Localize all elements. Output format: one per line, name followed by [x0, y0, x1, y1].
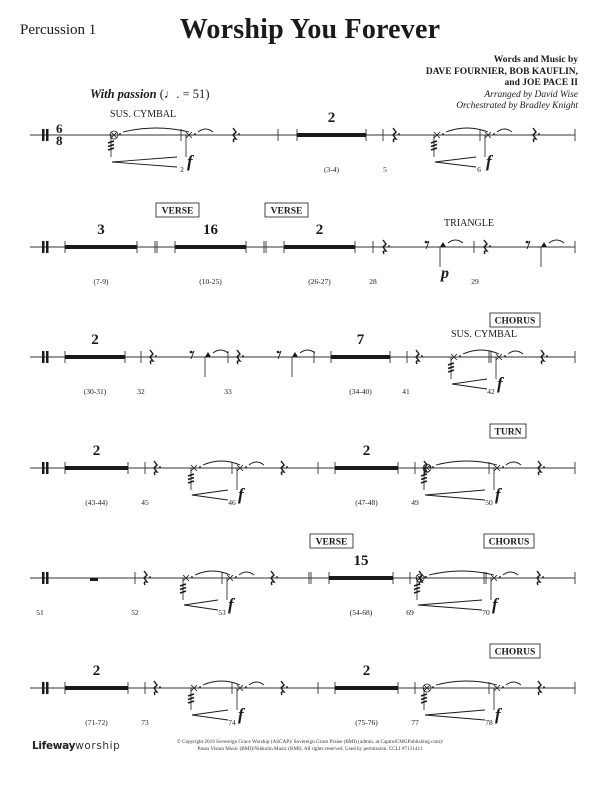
rehearsal-mark-verse: VERSE	[161, 206, 194, 217]
tie-icon	[436, 681, 497, 685]
dot-icon	[276, 576, 278, 578]
dot-icon	[543, 466, 545, 468]
dot-icon	[425, 576, 427, 578]
measure-range-label: (3-4)	[324, 165, 339, 174]
measure-number: 29	[471, 277, 479, 286]
crescendo-hairpin-icon	[435, 157, 476, 167]
tie-icon	[249, 462, 264, 465]
credits-orchestrator: Orchestrated by Bradley Knight	[456, 101, 578, 111]
copyright-notice	[140, 739, 480, 753]
measure-range-label: (26-27)	[308, 277, 331, 286]
tie-icon	[508, 351, 523, 354]
credits-words-music: Words and Music by	[493, 55, 578, 65]
measure-number: 45	[141, 498, 149, 507]
tremolo-icon	[431, 148, 437, 150]
multirest-count: 2	[92, 663, 101, 679]
tremolo-icon	[180, 584, 186, 586]
dot-icon	[245, 466, 247, 468]
tremolo-icon	[421, 478, 427, 480]
tie-icon	[446, 128, 488, 132]
tremolo-icon	[188, 694, 194, 696]
multirest-bar	[65, 355, 125, 359]
dot-icon	[191, 576, 193, 578]
triangle-notehead-icon	[541, 242, 547, 247]
time-signature-top: 6	[56, 121, 63, 136]
instrument-label: SUS. CYMBAL	[451, 329, 518, 340]
measure-number: 6	[477, 165, 481, 174]
tie-icon	[497, 129, 512, 132]
multirest-bar	[65, 466, 128, 470]
dot-icon	[194, 133, 196, 135]
multirest-count: 2	[315, 222, 324, 238]
measure-range-label: (71-72)	[85, 718, 108, 727]
percussion-clef-icon	[42, 462, 45, 474]
tremolo-icon	[414, 588, 420, 590]
measure-number: 32	[137, 387, 145, 396]
crescendo-hairpin-icon	[192, 490, 228, 500]
dot-icon	[199, 466, 201, 468]
dot-icon	[159, 466, 161, 468]
measure-number: 74	[228, 718, 236, 727]
measure-number: 69	[406, 608, 414, 617]
multirest-count: 3	[97, 222, 105, 238]
tremolo-icon	[188, 698, 194, 700]
copyright-line-1: © Copyright 2019 Sovereign Grace Worship (ASCAP)/ Sovereign Grace Praise (BMI) (admin. at CapitolCMGPublishing.com)/	[176, 739, 444, 745]
tremolo-icon	[108, 145, 114, 147]
percussion-clef-icon	[42, 351, 45, 363]
multirest-bar	[329, 576, 393, 580]
tremolo-icon	[448, 370, 454, 372]
dot-icon	[502, 466, 504, 468]
tie-icon	[203, 461, 240, 465]
multirest-bar	[284, 245, 355, 249]
tremolo-icon	[448, 363, 454, 365]
tie-icon	[123, 128, 189, 132]
tremolo-icon	[188, 481, 194, 483]
tremolo-icon	[108, 148, 114, 150]
dot-icon	[159, 686, 161, 688]
whole-rest-icon	[90, 578, 98, 581]
dynamic-forte: f	[495, 485, 501, 504]
tie-icon	[436, 461, 497, 465]
multirest-bar	[175, 245, 246, 249]
measure-number: 42	[487, 387, 495, 396]
dot-icon	[149, 576, 151, 578]
tremolo-icon	[414, 591, 420, 593]
tremolo-icon	[421, 701, 427, 703]
percussion-clef-icon	[42, 572, 45, 584]
multirest-count: 15	[353, 553, 369, 569]
dot-icon	[242, 355, 244, 357]
multirest-count: 2	[362, 443, 371, 459]
dot-icon	[542, 576, 544, 578]
dot-icon	[499, 576, 501, 578]
tie-icon	[448, 240, 463, 243]
rehearsal-mark-turn: TURN	[494, 427, 522, 438]
publisher-logo	[32, 740, 120, 752]
dot-icon	[398, 133, 400, 135]
dot-icon	[235, 576, 237, 578]
measure-number: 50	[485, 498, 493, 507]
measure-number: 33	[224, 387, 232, 396]
multirest-bar	[65, 245, 137, 249]
rehearsal-mark-verse: VERSE	[270, 206, 303, 217]
dot-icon	[459, 355, 461, 357]
dot-icon	[546, 355, 548, 357]
dot-icon	[489, 245, 491, 247]
measure-range-label: (75-76)	[355, 718, 378, 727]
tremolo-icon	[421, 698, 427, 700]
dot-icon	[502, 686, 504, 688]
song-title: Worship You Forever	[179, 14, 441, 45]
time-signature-bottom: 8	[56, 133, 63, 148]
measure-range-label: (54-68)	[349, 608, 373, 617]
measure-number: 53	[218, 608, 226, 617]
instrument-label: SUS. CYMBAL	[110, 109, 177, 120]
triangle-notehead-icon	[205, 352, 211, 357]
dot-icon	[199, 686, 201, 688]
tie-icon	[213, 350, 228, 353]
dot-icon	[538, 133, 540, 135]
multirest-bar	[297, 133, 366, 137]
tie-icon	[203, 681, 240, 685]
triangle-notehead-icon	[440, 242, 446, 247]
percussion-clef-icon	[42, 241, 45, 253]
tempo-text: With passion	[90, 87, 157, 101]
logo-bold: Lifeway	[32, 740, 76, 752]
tremolo-icon	[180, 591, 186, 593]
tremolo-icon	[180, 588, 186, 590]
dot-icon	[432, 686, 434, 688]
measure-range-label: (7-9)	[93, 277, 109, 286]
tempo-value: . = 51	[176, 87, 206, 101]
dot-icon	[119, 133, 121, 135]
tremolo-icon	[431, 145, 437, 147]
dynamic-forte: f	[492, 595, 498, 614]
dot-icon	[388, 245, 390, 247]
rehearsal-mark-chorus: CHORUS	[494, 316, 536, 327]
tremolo-icon	[448, 367, 454, 369]
tremolo-icon	[421, 694, 427, 696]
dynamic-forte: f	[228, 595, 234, 614]
multirest-bar	[335, 466, 398, 470]
tremolo-icon	[188, 474, 194, 476]
tie-icon	[239, 572, 254, 575]
dot-icon	[245, 686, 247, 688]
measure-range-label: (34-40)	[349, 387, 372, 396]
measure-range-label: (43-44)	[85, 498, 108, 507]
measure-number: 28	[369, 277, 377, 286]
crescendo-hairpin-icon	[184, 600, 218, 610]
triangle-notehead-icon	[292, 352, 298, 357]
crescendo-hairpin-icon	[452, 379, 487, 389]
rehearsal-mark-chorus: CHORUS	[494, 647, 536, 658]
rehearsal-mark-verse: VERSE	[315, 537, 348, 548]
credits-composers-cont: and JOE PACE II	[504, 78, 578, 88]
dotted-quarter-note-icon: ♩	[163, 87, 177, 101]
tie-icon	[549, 240, 564, 243]
tremolo-icon	[188, 701, 194, 703]
crescendo-hairpin-icon	[418, 600, 482, 610]
credits-arranger: Arranged by David Wise	[484, 89, 578, 100]
measure-number: 46	[228, 498, 236, 507]
multirest-bar	[65, 686, 128, 690]
tremolo-icon	[421, 474, 427, 476]
copyright-line-2: Pasos Vision Music (BMI)/Nikkolin Music (BMI). All rights reserved. Used by permission. CCLI #7131411	[197, 746, 423, 752]
measure-number: 2	[180, 165, 184, 174]
multirest-count: 16	[203, 222, 218, 238]
tie-icon	[195, 571, 230, 575]
tempo-open-paren: (	[159, 87, 164, 101]
tremolo-icon	[421, 481, 427, 483]
measure-number: 70	[482, 608, 490, 617]
dot-icon	[421, 355, 423, 357]
measure-number: 78	[485, 718, 493, 727]
measure-range-label: (30-31)	[83, 387, 107, 396]
tie-icon	[198, 129, 213, 132]
credits-composers: DAVE FOURNIER, BOB KAUFLIN,	[425, 66, 578, 77]
rehearsal-mark-chorus: CHORUS	[488, 537, 530, 548]
dot-icon	[238, 133, 240, 135]
measure-range-label: (10-25)	[199, 277, 222, 286]
tie-icon	[300, 350, 315, 353]
multirest-count: 2	[327, 110, 336, 126]
tie-icon	[463, 350, 499, 354]
crescendo-hairpin-icon	[112, 157, 177, 167]
crescendo-hairpin-icon	[192, 710, 228, 720]
dot-icon	[504, 355, 506, 357]
tie-icon	[249, 682, 264, 685]
percussion-clef-icon	[42, 129, 45, 141]
tempo-close-paren: )	[205, 87, 210, 101]
part-name: Percussion 1	[20, 22, 97, 38]
dynamic-forte: f	[187, 152, 193, 171]
dot-icon	[432, 466, 434, 468]
measure-number: 5	[383, 165, 387, 174]
dynamic-piano: p	[441, 265, 449, 282]
tremolo-icon	[188, 478, 194, 480]
tremolo-icon	[414, 584, 420, 586]
measure-number: 77	[411, 718, 419, 727]
dynamic-forte: f	[238, 705, 244, 724]
tremolo-icon	[431, 141, 437, 143]
percussion-clef-icon	[42, 682, 45, 694]
dot-icon	[286, 686, 288, 688]
multirest-count: 2	[92, 443, 101, 459]
dynamic-forte: f	[495, 705, 501, 724]
dynamic-forte: f	[238, 485, 244, 504]
tie-icon	[506, 462, 521, 465]
dot-icon	[543, 686, 545, 688]
logo-light: worship	[75, 740, 121, 752]
tremolo-icon	[108, 141, 114, 143]
dot-icon	[493, 133, 495, 135]
dynamic-forte: f	[486, 152, 492, 171]
crescendo-hairpin-icon	[425, 710, 485, 720]
multirest-bar	[331, 355, 390, 359]
instrument-label: TRIANGLE	[444, 218, 494, 229]
multirest-count: 2	[91, 332, 99, 348]
multirest-count: 2	[362, 663, 371, 679]
measure-number: 52	[131, 608, 139, 617]
dot-icon	[286, 466, 288, 468]
measure-number: 51	[36, 608, 44, 617]
dot-icon	[155, 355, 157, 357]
multirest-count: 7	[356, 332, 365, 348]
measure-number: 73	[141, 718, 149, 727]
multirest-bar	[335, 686, 398, 690]
dot-icon	[442, 133, 444, 135]
tie-icon	[503, 572, 518, 575]
dynamic-forte: f	[497, 374, 503, 393]
measure-number: 49	[411, 498, 419, 507]
measure-number: 41	[402, 387, 410, 396]
tie-icon	[506, 682, 521, 685]
crescendo-hairpin-icon	[425, 490, 485, 500]
measure-range-label: (47-48)	[355, 498, 378, 507]
